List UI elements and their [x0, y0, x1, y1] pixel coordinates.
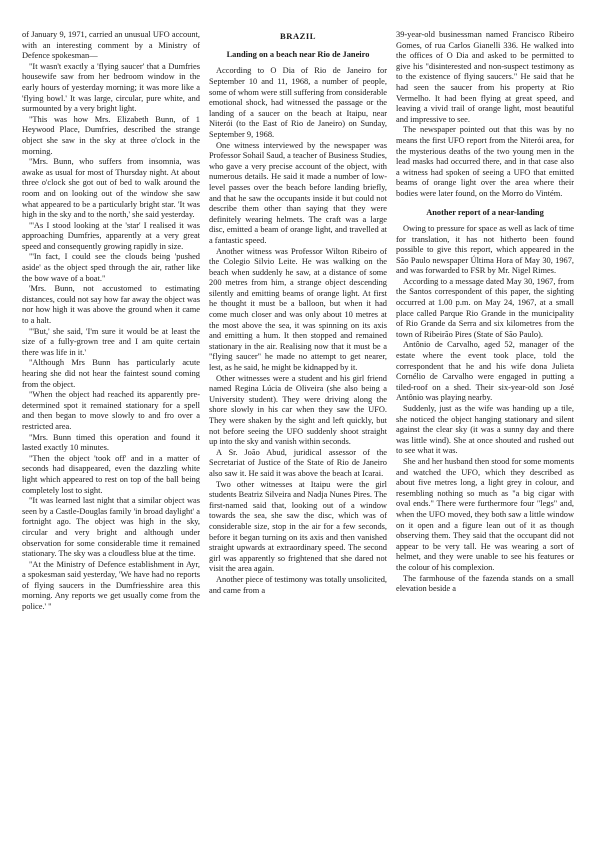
article-paragraph: "It was learned last night that a similar object was seen by a Castle-Douglas family 'in broad daylight' a fortnight ago. The object was high in the sky, circular and very bright and although under observation for some considerable time it remained stationary. The sky was a cloudless blue at the time. — [22, 496, 200, 559]
article-paragraph: The farmhouse of the fazenda stands on a small elevation beside a — [396, 573, 574, 594]
article-paragraph: "'In fact, I could see the clouds being 'pushed aside' as the object sped through the air, rather like the bow wave of a boat." — [22, 252, 200, 283]
article-paragraph: Another piece of testimony was totally unsolicited, and came from a — [209, 574, 387, 595]
article-paragraph: Another witness was Professor Wilton Ribeiro of the Colegio Silvio Leite. He was walking on the beach when suddenly he saw, at a distance of some 200 metres from him, a strange object descending silently and emitting beams of orange light. At first he thought it must be a balloon, but when it had come much closer and was only about 10 metres at the most above the sea, it was spinning on its axis and emitting a hum. It then stopped and remained stationary in the air. Realising now that it must be a "flying saucer" he made no attempt to get nearer, lest, as he said, he might be kidnapped by it. — [209, 246, 387, 373]
section-heading: BRAZIL — [280, 31, 316, 41]
article-paragraph: Suddenly, just as the wife was handing up a tile, she noticed the object hanging stationary and silent against the clear sky (it was a sunny day and there was little wind). She at once shouted and rushed out to see what it was. — [396, 404, 574, 456]
article-paragraph: Owing to pressure for space as well as lack of time for translation, it has not hitherto been found possible to give this report, which appeared in the São Paulo newspaper Última Hora of May 30, 1967, and was forwarded to FSR by Mr. Nigel Rimes. — [396, 223, 574, 276]
article-paragraph: "Mrs. Bunn, who suffers from insomnia, was awake as usual for most of Thursday night. At about three o'clock she got out of bed to walk around the room and on looking out of the window she saw what appeared to be a particularly bright star. 'It was high in the sky and to the north,' she said yesterday. — [22, 157, 200, 220]
article-paragraph: "This was how Mrs. Elizabeth Bunn, of 1 Heywood Place, Dumfries, described the strange object she saw in the sky at three o'clock in the morning. — [22, 114, 200, 156]
article-paragraph: 'Mrs. Bunn, not accustomed to estimating distances, could not say how far away the object was nor how high it was above the ground when it came to a halt. — [22, 284, 200, 326]
article-paragraph: According to O Dia of Rio de Janeiro for September 10 and 11, 1968, a number of people, some of whom were still suffering from considerable emotional shock, had witnessed the passage or the landing of a saucer on the beach at Itaipu, near Niterói (to the East of Rio de Janeiro) on Sunday, September 9, 1968. — [209, 66, 387, 139]
article-paragraph: Other witnesses were a student and his girl friend named Regina Lúcia de Oliveira (she also being a University student). They were driving along the shore slowly in his car when they saw the UFO. They were shaken by the sight and left quickly, but not before seeing the UFO suddenly shoot straight up into the sky and vanish within seconds. — [209, 373, 387, 447]
article-paragraph: "'As I stood looking at the 'star' I realised it was approaching Dumfries, apparently at a very great speed and consequently growing rapidly in size. — [22, 220, 200, 251]
article-paragraph: The newspaper pointed out that this was by no means the first UFO report from the Niterói area, for the mysterious deaths of the two young men in the lead masks had occurred there, and in that case also a witness had spoken of seeing a UFO that emitted beams of orange light over the area where their bodies were later found, on the Morro do Vintém. — [396, 125, 574, 198]
article-paragraph: "Then the object 'took off' and in a matter of seconds had disappeared, even the dazzling white light which appeared to rest on top of the ball being completely lost to sight. — [22, 453, 200, 495]
article-paragraph: According to a message dated May 30, 1967, from the Santos correspondent of this paper, the sighting occurred at 1.00 p.m. on May 24, 1967, at a small place called Parque Rio Grande in the municipality of Rio Grande da Serra and six kilometres from the town of Ribeirão Pires (State of São Paulo). — [396, 276, 574, 339]
article-paragraph: of January 9, 1971, carried an unusual UFO account, with an interesting comment by a Ministry of Defence spokesman— — [22, 30, 200, 61]
article-paragraph: She and her husband then stood for some moments and watched the UFO, which they described as about five metres long, a light grey in colour, and resembling nothing so much as "a big cigar with oval ends." There were furthermore four "legs" and, when the UFO moved, they both saw a little window on it open and a figure lean out of it as though observing them. They said that the occupant did not appear to be very tall. He was wearing a sort of helmet, and they were unable to see his features or the colour of his complexion. — [396, 456, 574, 572]
article-title: Landing on a beach near Rio de Janeiro — [226, 50, 370, 59]
column-middle — [209, 30, 387, 840]
article-paragraph: A Sr. João Abud, juridical assessor of the Secretariat of Justice of the State of Rio de Janeiro also saw it. He said it was above the beach at Icarai. — [209, 447, 387, 478]
article-paragraph: 39-year-old businessman named Francisco Ribeiro Gomes, of rua Carlos Gianelli 336. He walked into the offices of O Dia and asked to be permitted to give his "disinterested and non-suspect testimony as to the existence of flying saucers." He said that he had seen the saucer from his property at Rio Vermelho. It had been flying at great speed, and leaving a vivid trail of orange light, most beautiful and impressive to see. — [396, 30, 574, 124]
article-paragraph: "Mrs. Bunn timed this operation and found it lasted exactly 10 minutes. — [22, 432, 200, 453]
article-paragraph: "At the Ministry of Defence establishment in Ayr, a spokesman said yesterday, 'We have had no reports of flying saucers in the Dumfriesshire area this morning. Any reports we get usually come from the police.' " — [22, 559, 200, 612]
column-left — [22, 30, 200, 840]
article-paragraph: "It wasn't exactly a 'flying saucer' that a Dumfries housewife saw from her bedroom window in the early hours of yesterday morning; it was more like a 'flying bowl.' It was large, circular, pure white, and surmounted by a very bright light. — [22, 61, 200, 114]
column-right — [396, 30, 574, 840]
article-paragraph: "Although Mrs Bunn has particularly acute hearing she did not hear the faintest sound coming from the object. — [22, 358, 200, 389]
article-paragraph: "When the object had reached its apparently pre-determined spot it remained stationary for a spell and then began to move slowly to and fro over a restricted area. — [22, 390, 200, 431]
article-paragraph: "'But,' she said, 'I'm sure it would be at least the size of a fully-grown tree and I am quite certain there was life in it.' — [22, 326, 200, 357]
article-subheading: Another report of a near-landing — [426, 207, 544, 217]
article-paragraph: Antônio de Carvalho, aged 52, manager of the estate where the event took place, told the correspondent that he and his wife dona Julieta Cornélio de Carvalho were engaged in putting a tiled-roof on a shed. Their six-year-old son José Antônio was playing nearby. — [396, 340, 574, 403]
article-paragraph: One witness interviewed by the newspaper was Professor Sohail Saud, a teacher of Business Studies, who gave a very precise account of the object, with numerous details. He said it made a number of low-level passes over the beach before landing briefly, and that he saw the occupants inside it but could not describe them other than saying that they were definitely wearing helmets. The craft was a large disc, emitted a beam of orange light, and travelled at a fantastic speed. — [209, 140, 387, 245]
article-paragraph: Two other witnesses at Itaipu were the girl students Beatriz Silveira and Nadja Nunes Pires. The first-named said that, looking out of a window towards the sea, she saw the disc, which was of considerable size, stop in the air for a few seconds, before it began turning on its axis and then vanished straight upwards at extraordinary speed. The second girl was apparently so frightened that she dared not visit the area again. — [209, 479, 387, 574]
